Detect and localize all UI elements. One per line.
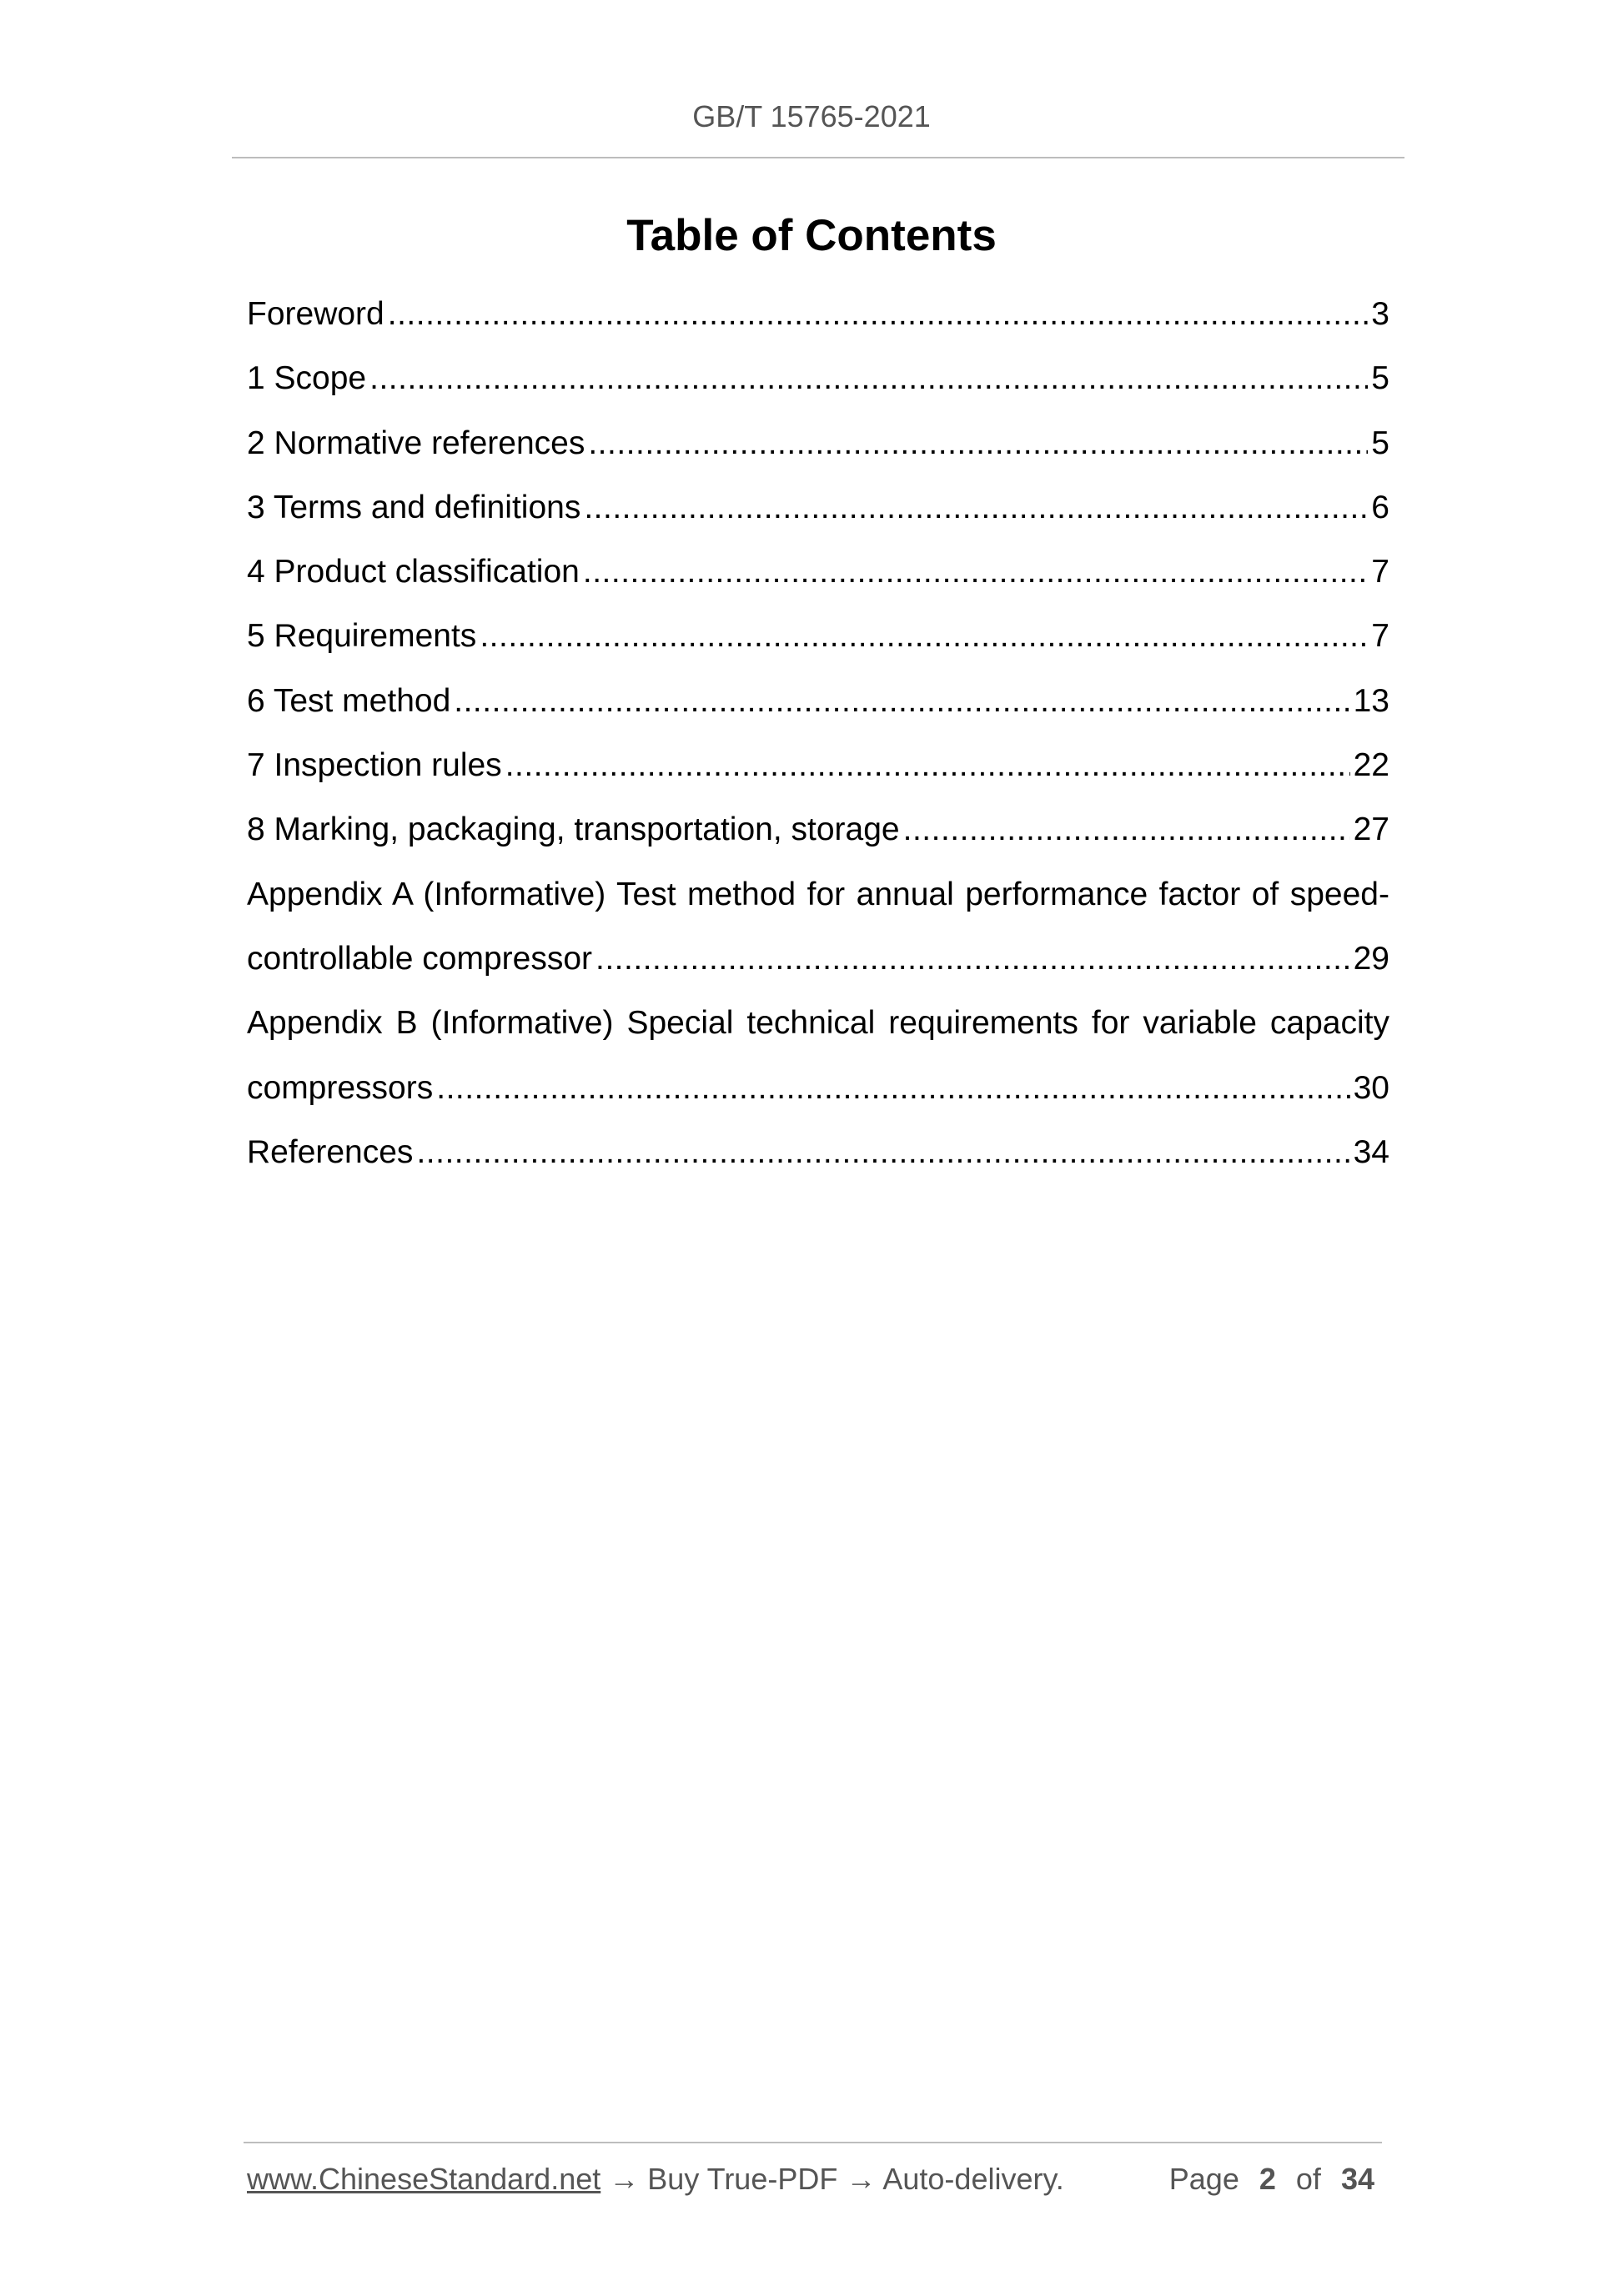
dot-leader (583, 540, 1368, 604)
of-word: of (1295, 2162, 1321, 2196)
dot-leader (436, 1056, 1349, 1120)
dot-leader (480, 604, 1368, 668)
total-pages: 34 (1340, 2162, 1374, 2196)
toc-entry-label: References (247, 1133, 414, 1170)
toc-entry-foreword[interactable] (247, 282, 1389, 346)
dot-leader (369, 346, 1368, 410)
toc-entry-label: 8 Marking, packaging, transportation, storage (247, 811, 900, 848)
toc-entry-appendix-b[interactable] (247, 991, 1389, 1120)
dot-leader (454, 669, 1349, 733)
toc-entry-page: 30 (1353, 1069, 1389, 1106)
toc-list (247, 282, 1389, 1184)
toc-entry-label: 2 Normative references (247, 425, 585, 461)
toc-entry-appendix-a[interactable] (247, 862, 1389, 992)
toc-entry-page: 3 (1371, 296, 1389, 332)
dot-leader (388, 282, 1369, 346)
toc-entry-label: 1 Scope (247, 360, 367, 397)
toc-entry-requirements[interactable] (247, 604, 1389, 668)
site-link[interactable]: www.ChineseStandard.net (247, 2162, 601, 2196)
toc-entry-normative-references[interactable] (247, 411, 1389, 475)
running-header: GB/T 15765-2021 (692, 99, 931, 133)
footer-promo (247, 2160, 1064, 2198)
toc-entry-label: Foreword (247, 296, 384, 332)
page-number (1169, 2160, 1374, 2198)
page-title: Table of Contents (626, 211, 997, 260)
toc-entry-label: 4 Product classification (247, 554, 580, 590)
current-page: 2 (1259, 2162, 1276, 2196)
dot-leader (903, 797, 1350, 862)
toc-entry-marking-packaging[interactable] (247, 797, 1389, 862)
dot-leader (595, 927, 1350, 991)
delivery-text: Auto-delivery. (882, 2162, 1064, 2196)
arrow-right-icon: → (609, 2162, 640, 2196)
toc-entry-page: 6 (1371, 489, 1389, 525)
footer-divider (244, 2142, 1382, 2143)
dot-leader (584, 475, 1368, 540)
toc-entry-label: 5 Requirements (247, 618, 477, 655)
dot-leader (588, 411, 1368, 475)
dot-leader (416, 1120, 1349, 1184)
toc-entry-inspection-rules[interactable] (247, 733, 1389, 797)
page-word: Page (1168, 2162, 1239, 2196)
buy-text: Buy True-PDF (647, 2162, 838, 2196)
toc-entry-label: 7 Inspection rules (247, 747, 502, 784)
toc-entry-page: 13 (1353, 682, 1389, 719)
toc-entry-references[interactable] (247, 1120, 1389, 1184)
arrow-right-icon: → (846, 2162, 877, 2196)
toc-entry-page: 7 (1371, 618, 1389, 655)
toc-entry-label-line1: Appendix A (Informative) Test method for annual performance factor of speed- (247, 876, 1389, 912)
toc-entry-label-line2: compressors (247, 1069, 434, 1106)
toc-entry-test-method[interactable] (247, 669, 1389, 733)
toc-entry-label: 6 Test method (247, 682, 451, 719)
toc-entry-scope[interactable] (247, 346, 1389, 410)
toc-entry-label-line1: Appendix B (Informative) Special technical requirements for variable capacity (247, 1005, 1389, 1042)
toc-entry-page: 5 (1371, 425, 1389, 461)
toc-entry-terms-and-definitions[interactable] (247, 475, 1389, 540)
toc-entry-label-line2: controllable compressor (247, 940, 593, 977)
toc-entry-label: 3 Terms and definitions (247, 489, 581, 525)
toc-entry-page: 5 (1371, 360, 1389, 397)
toc-entry-page: 7 (1371, 554, 1389, 590)
toc-entry-page: 34 (1353, 1133, 1389, 1170)
toc-entry-product-classification[interactable] (247, 540, 1389, 604)
dot-leader (505, 733, 1350, 797)
toc-entry-page: 29 (1353, 940, 1389, 977)
toc-entry-page: 27 (1353, 811, 1389, 848)
toc-entry-page: 22 (1353, 747, 1389, 784)
header-divider (232, 157, 1404, 158)
